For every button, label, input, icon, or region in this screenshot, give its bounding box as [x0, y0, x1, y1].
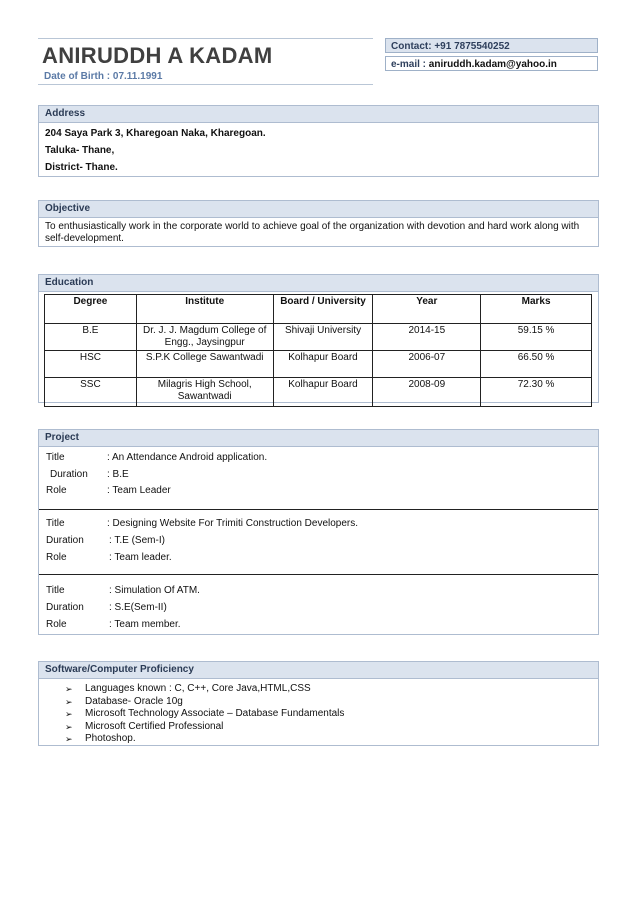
table-cell: 72.30 % [481, 378, 592, 407]
list-item: ➢ Languages known : C, C++, Core Java,HTML,CSS [65, 683, 311, 694]
name-top-rule [38, 38, 373, 39]
table-cell: HSC [45, 351, 137, 378]
project-divider [39, 574, 598, 575]
column-header: Marks [481, 295, 592, 324]
email-label: e-mail : [391, 59, 427, 70]
project-role-label: Role [46, 485, 67, 496]
project-title: : An Attendance Android application. [107, 452, 268, 463]
project-duration: : B.E [107, 469, 129, 480]
software-list [39, 679, 598, 746]
project-title: : Simulation Of ATM. [109, 585, 200, 596]
table-cell: 2006-07 [373, 351, 481, 378]
address-heading: Address [39, 106, 598, 123]
project-role: : Team member. [109, 619, 181, 630]
project-title-label: Title [46, 518, 65, 529]
project-role-label: Role [46, 552, 67, 563]
project-duration-label: Duration [46, 602, 84, 613]
software-heading: Software/Computer Proficiency [39, 662, 598, 679]
arrow-bullet-icon: ➢ [65, 721, 73, 732]
arrow-bullet-icon: ➢ [65, 709, 73, 719]
education-section [38, 274, 599, 403]
table-cell: SSC [45, 378, 137, 407]
project-duration-label: Duration [46, 535, 84, 546]
list-item: ➢ Photoshop. [65, 733, 136, 744]
project-title-label: Title [46, 585, 65, 596]
column-header: Year [373, 295, 481, 324]
table-cell: S.P.K College Sawantwadi [136, 351, 273, 378]
email-address[interactable]: aniruddh.kadam@yahoo.in [428, 59, 557, 70]
address-line: District- Thane. [45, 162, 118, 173]
table-cell: B.E [45, 324, 137, 351]
education-heading: Education [39, 275, 598, 292]
table-row [45, 351, 592, 378]
arrow-bullet-icon: ➢ [65, 734, 73, 744]
table-cell: Kolhapur Board [273, 351, 373, 378]
table-cell: Milagris High School, Sawantwadi [136, 378, 273, 407]
project-role: : Team leader. [109, 552, 172, 563]
contact-phone-box [385, 38, 598, 53]
list-item: ➢ Database- Oracle 10g [65, 695, 183, 707]
candidate-name: ANIRUDDH A KADAM [42, 43, 273, 68]
objective-text: To enthusiastically work in the corporate world to achieve goal of the organization with devotion and hard work along with self-development. [45, 221, 580, 244]
project-heading: Project [39, 430, 598, 447]
objective-section [38, 200, 599, 247]
list-item: ➢ Microsoft Technology Associate – Database Fundamentals [65, 708, 345, 719]
project-duration: : S.E(Sem-II) [109, 602, 167, 613]
table-cell: Kolhapur Board [273, 378, 373, 407]
table-cell: 2014-15 [373, 324, 481, 351]
project-list [39, 447, 598, 635]
project-divider [39, 509, 598, 510]
table-row [45, 324, 592, 351]
column-header: Degree [45, 295, 137, 324]
project-role: : Team Leader [107, 485, 171, 496]
software-section [38, 661, 599, 746]
table-header-row [45, 295, 592, 324]
project-title-label: Title [46, 452, 65, 463]
table-cell: 2008-09 [373, 378, 481, 407]
list-item: ➢ Microsoft Certified Professional [65, 720, 224, 732]
address-line: 204 Saya Park 3, Kharegoan Naka, Kharegoan. [45, 128, 266, 139]
project-duration-label: Duration [50, 469, 88, 480]
education-table [44, 294, 592, 407]
project-role-label: Role [46, 619, 67, 630]
table-cell: Shivaji University [273, 324, 373, 351]
arrow-bullet-icon: ➢ [65, 684, 73, 694]
table-row [45, 378, 592, 407]
arrow-bullet-icon: ➢ [65, 696, 73, 707]
contact-label: Contact: [391, 41, 432, 52]
name-bottom-rule [38, 84, 373, 85]
address-line: Taluka- Thane, [45, 145, 115, 156]
date-of-birth: Date of Birth : 07.11.1991 [44, 71, 163, 82]
table-cell: 66.50 % [481, 351, 592, 378]
project-section [38, 429, 599, 635]
objective-heading: Objective [39, 201, 598, 218]
project-duration: : T.E (Sem-I) [109, 535, 165, 546]
column-header: Board / University [273, 295, 373, 324]
contact-email-box [385, 56, 598, 71]
project-title: : Designing Website For Trimiti Construction Developers. [107, 518, 359, 529]
table-cell: 59.15 % [481, 324, 592, 351]
column-header: Institute [136, 295, 273, 324]
table-cell: Dr. J. J. Magdum College of Engg., Jaysingpur [136, 324, 273, 351]
phone-number[interactable]: +91 7875540252 [434, 41, 510, 52]
address-section [38, 105, 599, 177]
